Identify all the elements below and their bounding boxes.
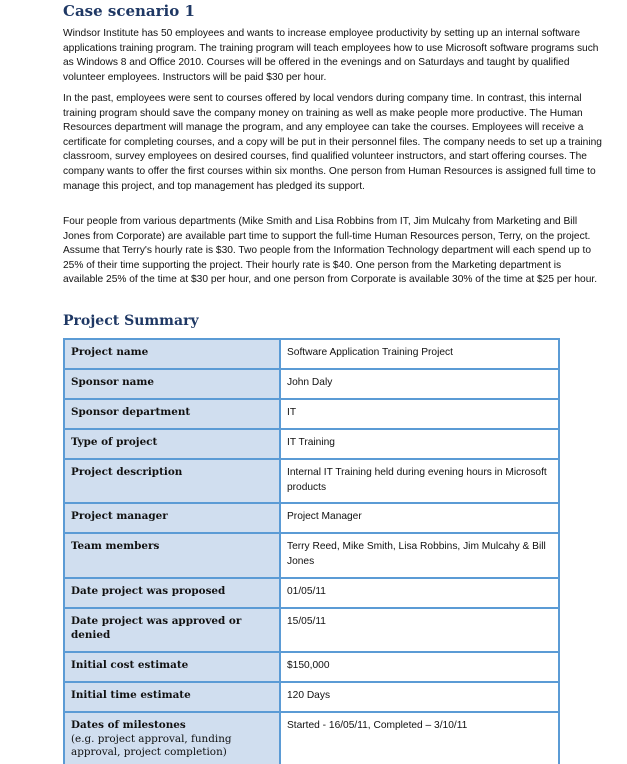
table-row <box>64 339 559 369</box>
row-value: Terry Reed, Mike Smith, Lisa Robbins, Jim Mulcahy & Bill Jones <box>280 533 559 578</box>
table-row <box>64 578 559 608</box>
row-label <box>64 712 280 764</box>
project-summary-table <box>63 338 560 764</box>
row-label: Sponsor name <box>64 369 280 399</box>
case-title: Case scenario 1 <box>63 2 195 20</box>
row-value: IT Training <box>280 429 559 459</box>
row-label: Sponsor department <box>64 399 280 429</box>
row-value: Internal IT Training held during evening hours in Microsoft products <box>280 459 559 503</box>
row-value: $150,000 <box>280 652 559 682</box>
table-row <box>64 682 559 712</box>
row-label: Project manager <box>64 503 280 533</box>
paragraph-intro: Windsor Institute has 50 employees and wants to increase employee productivity by setting up an internal software applications training program. The training program will teach employees how to use Microsoft software programs such as Windows 8 and Office 2010. Courses will be offered in the evenings and on Saturdays and taught by qualified volunteer employees. Instructors will be paid $30 per hour. <box>63 28 599 83</box>
summary-heading: Project Summary <box>63 313 199 329</box>
row-label: Date project was approved or denied <box>64 608 280 652</box>
row-value: Project Manager <box>280 503 559 533</box>
paragraph-background: In the past, employees were sent to courses offered by local vendors during company time. In contrast, this internal training program should save the company money on training as well as make people more productive. The Human Resources department will manage the program, and any employee can take the courses. Employees will receive a certificate for completing courses, and a copy will be put in their personnel files. The company needs to set up a training classroom, survey employees on desired courses, find qualified volunteer instructors, and start offering courses. The company wants to offer the first courses within six months. One person from Human Resources is assigned full time to manage this project, and top management has pledged its support. <box>63 93 602 192</box>
row-value: Software Application Training Project <box>280 339 559 369</box>
table-row <box>64 533 559 578</box>
table-row <box>64 459 559 503</box>
row-label: Initial time estimate <box>64 682 280 712</box>
row-value: John Daly <box>280 369 559 399</box>
table-row <box>64 503 559 533</box>
row-label: Initial cost estimate <box>64 652 280 682</box>
milestones-note: (e.g. project approval, funding approval, project completion) <box>71 732 232 758</box>
row-value: 120 Days <box>280 682 559 712</box>
paragraph-staffing: Four people from various departments (Mike Smith and Lisa Robbins from IT, Jim Mulcahy from Marketing and Bill Jones from Corporate) are available part time to support the full-time Human Resources person, Terry, on the project. Assume that Terry's hourly rate is $30. Two people from the Information Technology department will each spend up to 25% of their time supporting the project. Their hourly rate is $40. One person from the Marketing department is available 25% of the time at $30 per hour, and one person from Corporate is available 30% of the time at $25 per hour. <box>63 216 598 286</box>
row-value: 15/05/11 <box>280 608 559 652</box>
table-row <box>64 399 559 429</box>
row-label: Project name <box>64 339 280 369</box>
row-label: Date project was proposed <box>64 578 280 608</box>
table-row <box>64 652 559 682</box>
table-row <box>64 608 559 652</box>
row-value: IT <box>280 399 559 429</box>
row-label: Team members <box>64 533 280 578</box>
table-row <box>64 429 559 459</box>
table-row <box>64 712 559 764</box>
row-value: 01/05/11 <box>280 578 559 608</box>
row-value: Started - 16/05/11, Completed – 3/10/11 <box>280 712 559 764</box>
table-row <box>64 369 559 399</box>
row-label: Type of project <box>64 429 280 459</box>
milestones-label: Dates of milestones <box>71 719 186 731</box>
row-label: Project description <box>64 459 280 503</box>
